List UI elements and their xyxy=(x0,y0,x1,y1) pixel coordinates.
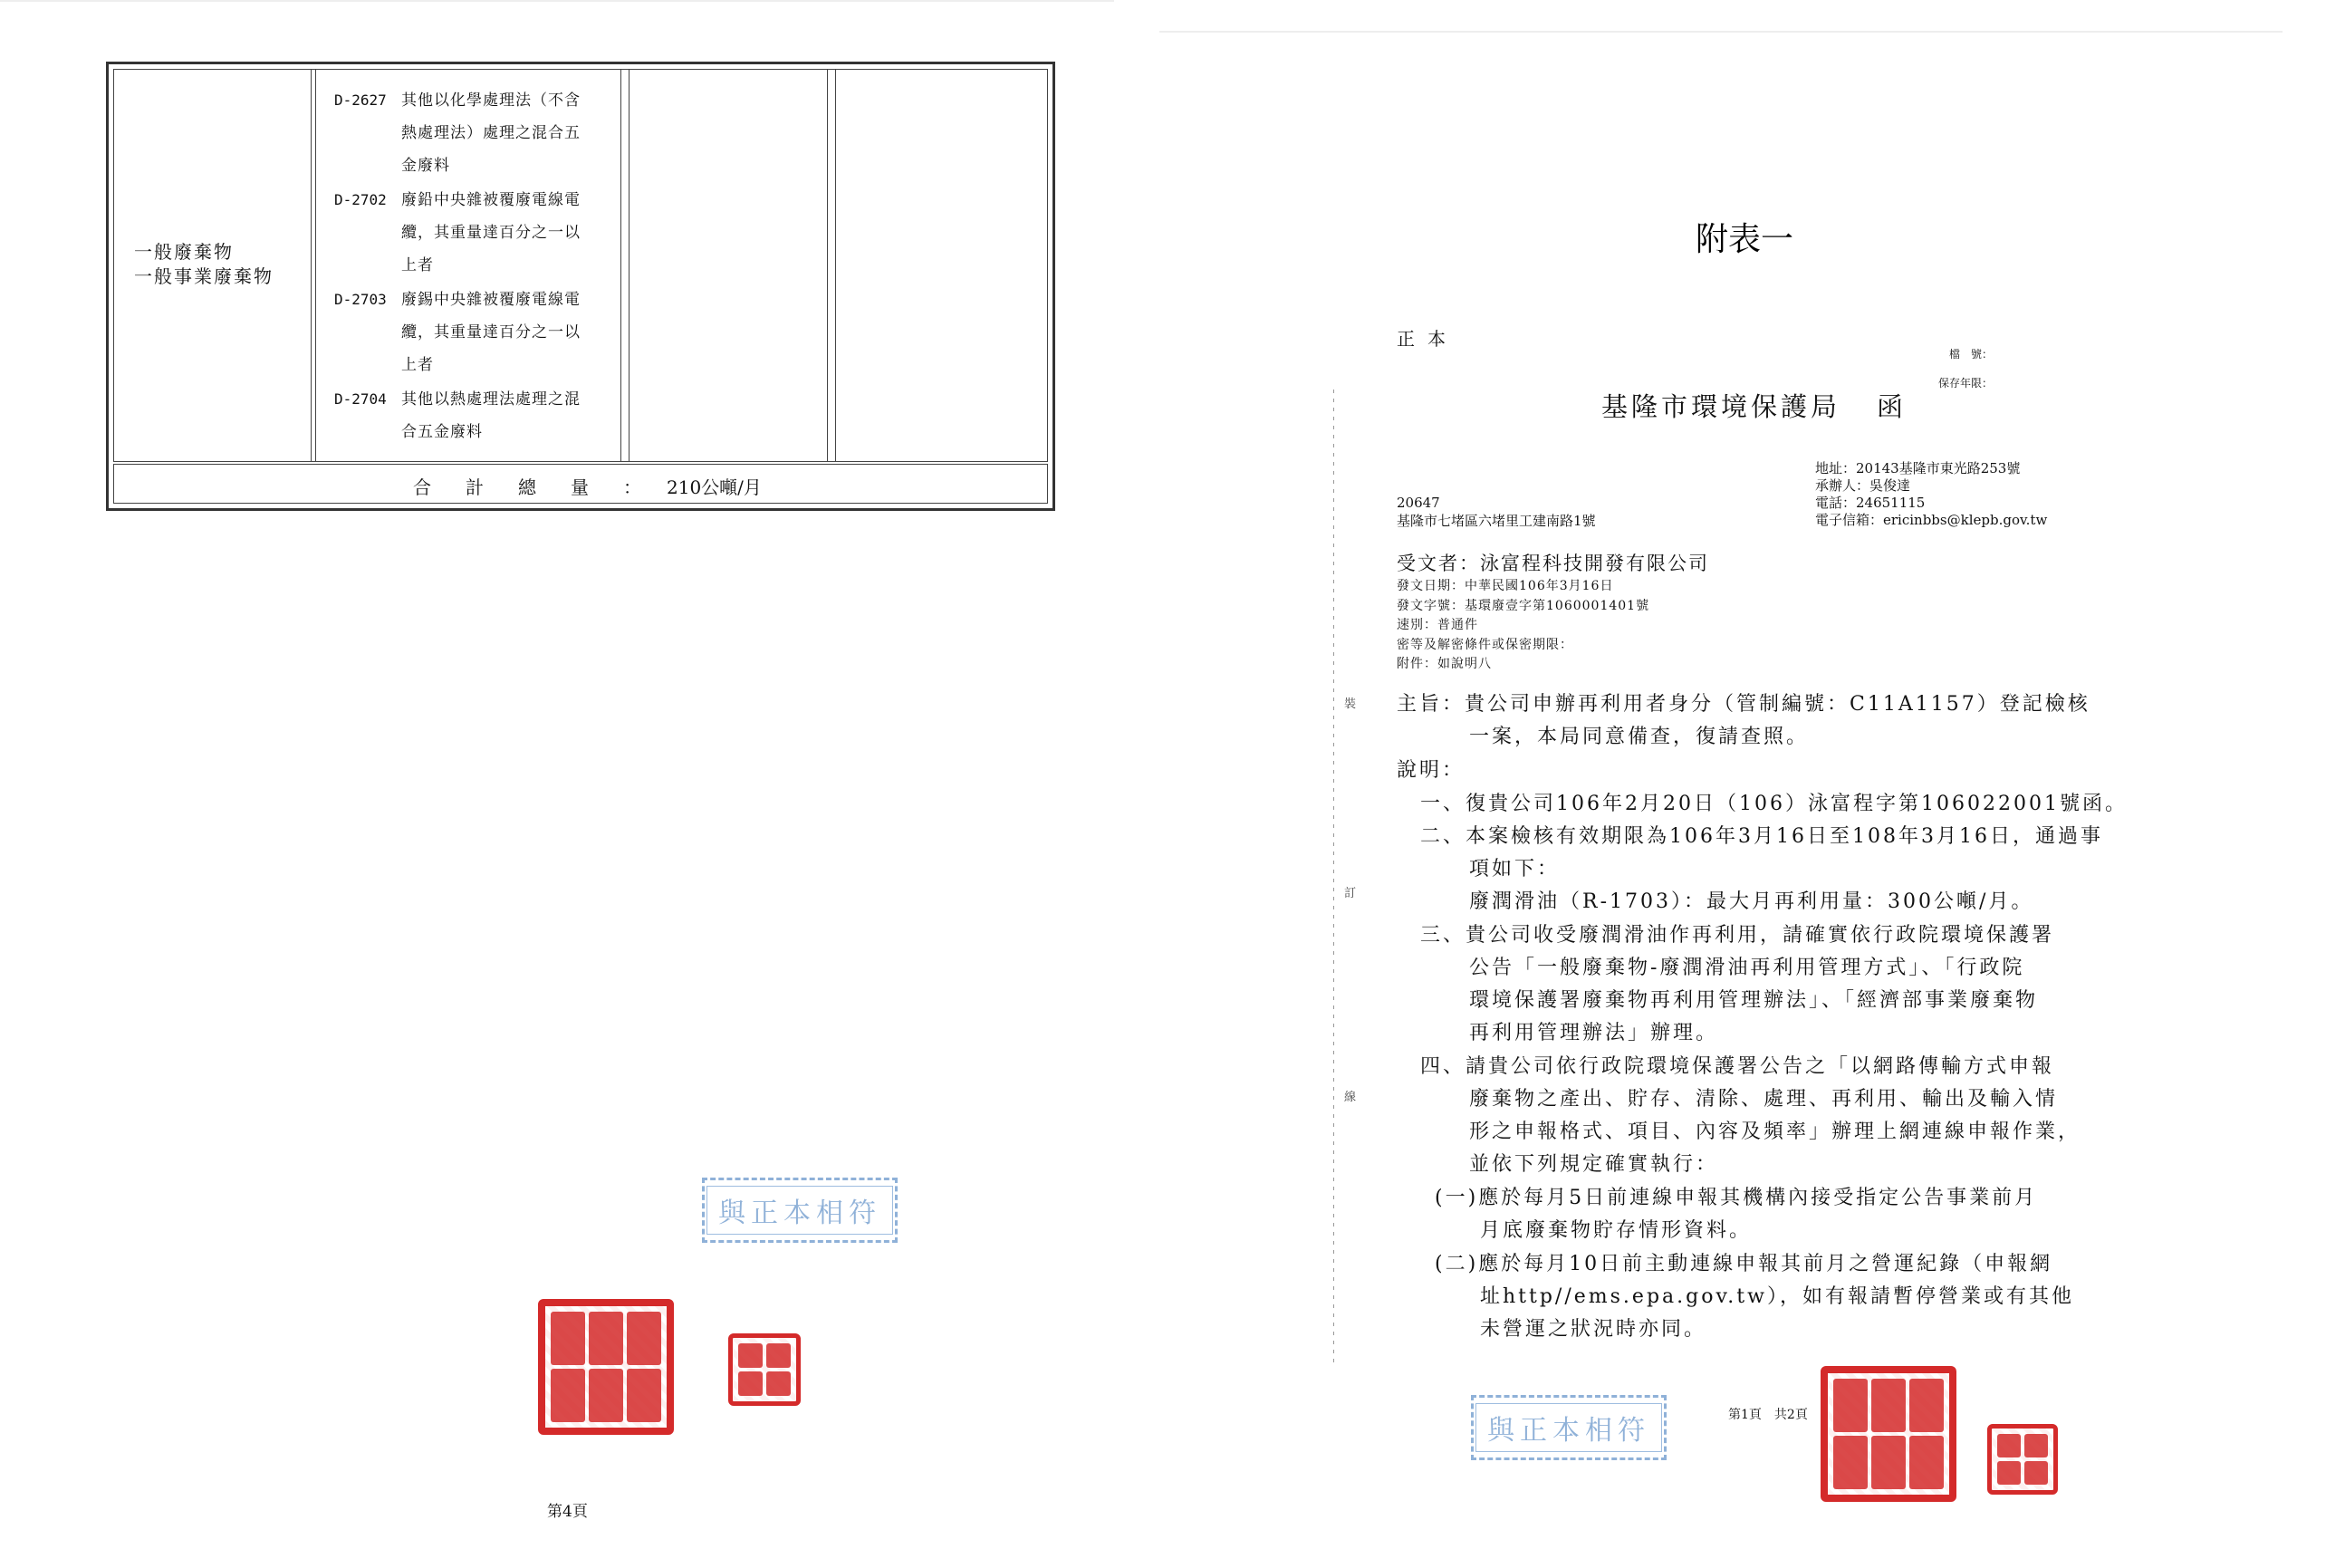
waste-code: D-2702 xyxy=(334,191,387,208)
binding-mark: 裝 xyxy=(1344,697,1357,711)
total-value: 210公噸/月 xyxy=(667,476,762,498)
binding-line xyxy=(1333,390,1334,1368)
subject-line: 一案，本局同意備查，復請查照。 xyxy=(1469,726,1810,748)
binding-mark: 訂 xyxy=(1344,887,1357,900)
subject-line: 主旨：貴公司申辦再利用者身分（管制編號：C11A1157）登記檢核 xyxy=(1397,693,2090,716)
explanation-line: 項如下： xyxy=(1469,858,1561,880)
waste-item xyxy=(334,184,615,284)
left-page xyxy=(0,0,1114,1568)
explanation-line: 環境保護署廢棄物再利用管理辦法」、「經濟部事業廢棄物 xyxy=(1469,989,2039,1012)
total-label: 合計總量： xyxy=(413,476,676,498)
explanation-line: 三、貴公司收受廢潤滑油作再利用，請確實依行政院環境保護署 xyxy=(1420,924,2055,947)
right-page xyxy=(1159,0,2301,1566)
explanation-label: 說明： xyxy=(1397,759,1466,782)
certified-copy-stamp: 與正本相符 xyxy=(1471,1395,1667,1460)
certified-copy-stamp: 與正本相符 xyxy=(702,1178,898,1243)
file-meta: 檔 號： 保存年限： xyxy=(1937,348,1993,390)
explanation-line: 再利用管理辦法」辦理。 xyxy=(1469,1022,1719,1044)
agency-title: 基隆市環境保護局 函 xyxy=(1601,391,1908,422)
explanation-line: 廢潤滑油（R-1703）：最大月再利用量：300公噸/月。 xyxy=(1469,890,2034,913)
explanation-line: 公告「一般廢棄物-廢潤滑油再利用管理方式」、「行政院 xyxy=(1469,957,2025,979)
total-row xyxy=(113,464,1048,504)
waste-description: 其他以化學處理法（不含 熱處理法）處理之混合五 金廢料 xyxy=(401,91,581,175)
explanation-line: 形之申報格式、項目、內容及頻率」辦理上網連線申報作業， xyxy=(1469,1121,2081,1143)
explanation-line: 四、請貴公司依行政院環境保護署公告之「以網路傳輸方式申報 xyxy=(1420,1055,2055,1078)
page-edge xyxy=(1159,31,2283,33)
empty-column xyxy=(835,70,1047,461)
explanation-line: 月底廢棄物貯存情形資料。 xyxy=(1480,1219,1753,1242)
waste-code: D-2704 xyxy=(334,390,387,408)
category-column xyxy=(114,70,312,461)
explanation-line: 址http//ems.epa.gov.tw），如有報請暫停營業或有其他 xyxy=(1480,1285,2074,1308)
personal-seal xyxy=(728,1333,801,1406)
waste-item xyxy=(334,383,615,450)
recipient-line: 受文者：泳富程科技開發有限公司 xyxy=(1397,553,1709,574)
company-seal xyxy=(538,1299,674,1435)
waste-description: 其他以熱處理法處理之混 合五金廢料 xyxy=(401,390,581,441)
binding-mark: 線 xyxy=(1344,1091,1357,1104)
empty-column xyxy=(629,70,828,461)
waste-description: 廢錫中央雜被覆廢電線電 纜，其重量達百分之一以 上者 xyxy=(401,291,581,374)
personal-seal xyxy=(1987,1424,2058,1495)
waste-item xyxy=(334,84,615,184)
page-number: 第4頁 xyxy=(547,1503,588,1521)
annex-title: 附表一 xyxy=(1696,220,1794,257)
waste-code-table xyxy=(106,62,1055,511)
company-seal xyxy=(1821,1366,1956,1502)
explanation-line: 一、復貴公司106年2月20日（106）泳富程字第106022001號函。 xyxy=(1420,793,2128,815)
page-footer: 第1頁 共2頁 xyxy=(1728,1408,1808,1422)
explanation-line: 二、本案檢核有效期限為106年3月16日至108年3月16日，通過事 xyxy=(1420,825,2103,848)
explanation-line: (一)應於每月5日前連線申報其機構內接受指定公告事業前月 xyxy=(1435,1187,2038,1209)
document-meta: 發文日期：中華民國106年3月16日 發文字號：基環廢壹字第1060001401號 速別：普通件 密等及解密條件或保密期限： 附件：如說明八 xyxy=(1397,579,1650,671)
explanation-line: (二)應於每月10日前主動連線申報其前月之營運紀錄（申報網 xyxy=(1435,1253,2053,1275)
waste-code: D-2703 xyxy=(334,291,387,308)
waste-code: D-2627 xyxy=(334,91,387,109)
original-copy-label: 正本 xyxy=(1397,328,1458,350)
waste-description: 廢鉛中央雜被覆廢電線電 纜，其重量達百分之一以 上者 xyxy=(401,191,581,274)
explanation-line: 廢棄物之產出、貯存、清除、處理、再利用、輸出及輸入情 xyxy=(1469,1088,2059,1111)
table-body xyxy=(113,69,1048,462)
category-label: 一般事業廢棄物 xyxy=(134,265,274,287)
recipient-address: 20647 基隆市七堵區六堵里工建南路1號 xyxy=(1397,495,1596,529)
sender-contact: 地址：20143基隆市東光路253號 承辦人：吳俊達 電話：24651115 電子信箱：ericinbbs@klepb.gov.tw xyxy=(1815,460,2048,528)
category-label: 一般廢棄物 xyxy=(134,241,234,263)
code-column xyxy=(315,70,621,461)
explanation-line: 未營運之狀況時亦同。 xyxy=(1480,1318,1707,1341)
waste-item xyxy=(334,284,615,383)
explanation-line: 並依下列規定確實執行： xyxy=(1469,1153,1719,1176)
